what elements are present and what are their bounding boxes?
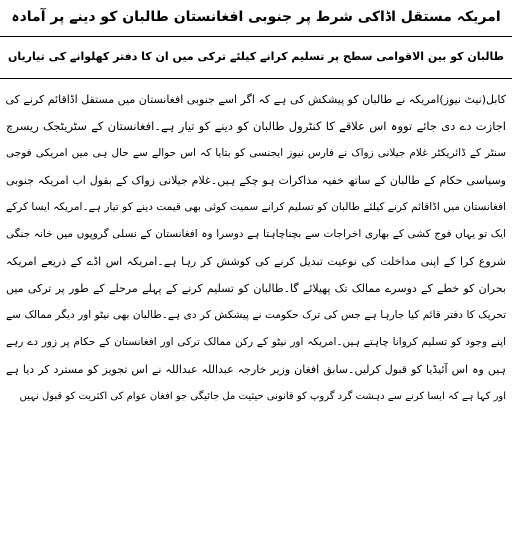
- article-line: سنٹر کے ڈائریکٹر غلام جیلانی زواک نے فارس نیوز ایجنسی کو بتایا کہ اس حوالے سے حال ہی میں امریکی فوجی: [6, 147, 506, 159]
- article-line: افغانستان میں اڈاقائم کرنے کیلئے طالبان کو تسلیم کرانے سمیت کوئی بھی قیمت دینے کو تیار ہے۔امریکہ ایسا کرکے: [6, 201, 506, 213]
- headline-primary: امریکہ مستقل اڈاکی شرط پر جنوبی افغانستان طالبان کو دینے پر آمادہ: [11, 9, 501, 25]
- headline-divider-bottom: [0, 78, 512, 79]
- article-line: اپنے وجود کو تسلیم کروانا چاہتے ہیں۔امریکہ اور نیٹو کے رکن ممالک ترکی اور افغانستان کے حکام پر زور دے رہے: [6, 336, 506, 348]
- article-line: ہیں وہ اس آئیڈیا کو قبول کرلیں۔سابق افغان وزیر خارجہ عبداللہ عبداللہ نے اس تجویز کو مسترد کر دیا ہے: [6, 363, 506, 376]
- article-line: اجازت دے دی جائے تووہ اس علاقے کا کنٹرول طالبان کو دینے کو تیار ہے۔افغانستان کے سٹریٹجک ریسرچ: [6, 119, 506, 133]
- article-line: ایک تو یہاں فوج کشی کے بھاری اخراجات سے بچناچاہتا ہے دوسرا وہ افغانستان کے نسلی گروپوں میں خانہ جنگی: [6, 228, 506, 240]
- article-body: [6, 86, 506, 410]
- article-line: اور کہا ہے کہ ایسا کرنے سے دہشت گرد گروپ کو قانونی حیثیت مل جائیگی جو افغان عوام کی اکثریت کو قبول نہیں: [19, 391, 506, 402]
- article-line: شروع کرا کے اپنی مداخلت کی نوعیت تبدیل کرنے کی کوشش کر رہا ہے۔امریکہ اس اڈے کے ذریعے امریکہ: [6, 255, 506, 268]
- headline-divider-top: [0, 36, 512, 37]
- article-line: کابل(نیٹ نیوز)امریکہ نے طالبان کو پیشکش کی ہے کہ اگر اسے جنوبی افغانستان میں مستقل اڈاقائم کرنے کی: [6, 93, 506, 106]
- article-line: بحران کو خطے کے دوسرے ممالک تک پھیلائے گا۔طالبان کو تسلیم کرنے کے پہلے مرحلے کے طور پر ترکی میں: [6, 282, 506, 295]
- headline-secondary: طالبان کو بین الاقوامی سطح پر تسلیم کرانے کیلئے ترکی میں ان کا دفتر کھلوانے کی تیاریاں: [8, 50, 504, 63]
- article-line: تحریک کا دفتر قائم کیا جارہا ہے جس کی ترک حکومت نے پیشکش کر دی ہے۔طالبان بھی نیٹو اور دیگر ممالک سے: [6, 309, 506, 321]
- article-line: وسیاسی حکام کے طالبان کے ساتھ خفیہ مذاکرات ہو چکے ہیں۔غلام جیلانی زواک کے بقول اب امریکہ جنوبی: [6, 174, 506, 187]
